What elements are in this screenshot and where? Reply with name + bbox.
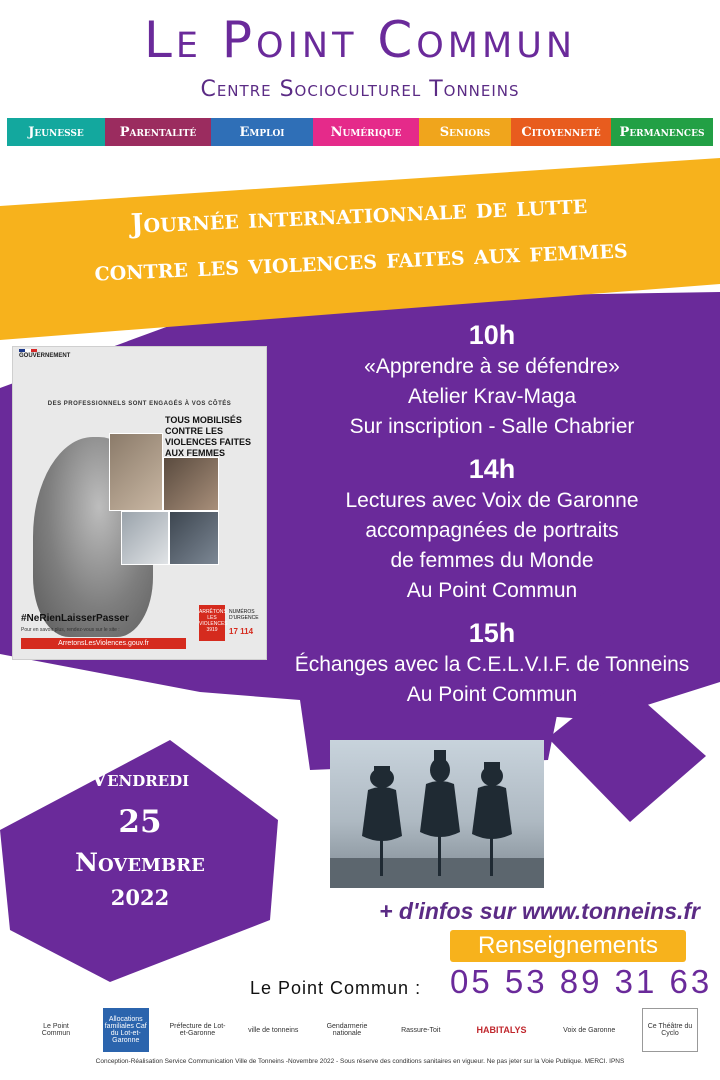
schedule-line: accompagnées de portraits: [365, 519, 619, 542]
page-subtitle: Centre Socioculturel Tonneins: [200, 77, 520, 102]
statues-photo: [330, 740, 544, 888]
date-day: Vendredi: [90, 766, 190, 791]
campaign-poster: [12, 346, 267, 660]
schedule-gap: [262, 606, 720, 616]
category-0: Jeunesse: [7, 118, 105, 146]
page-title: Le Point Commun: [144, 11, 576, 69]
partner-logo-2: Préfecture de Lot-et-Garonne: [169, 1023, 226, 1037]
poster-mobilised-text: TOUS MOBILISÉS CONTRE LES VIOLENCES FAITES AUX FEMMES: [165, 415, 252, 458]
event-date: [40, 762, 240, 918]
poster-portrait-3: [121, 511, 169, 565]
category-5: Citoyenneté: [511, 118, 611, 146]
renseignements-label: Renseignements: [450, 930, 686, 962]
category-4: Seniors: [419, 118, 511, 146]
poster-link: ArretonsLesViolences.gouv.fr: [21, 638, 186, 649]
banner-line-1: Journée internationnale de lutte: [130, 189, 588, 240]
statue-figures-image: [330, 740, 544, 888]
schedule-line: de femmes du Monde: [390, 549, 594, 572]
schedule-line: Lectures avec Voix de Garonne: [345, 489, 639, 512]
poster-portrait-4: [169, 511, 219, 565]
poster-emergency-numbers: 17 114: [229, 627, 254, 636]
contact-label: Le Point Commun :: [250, 978, 422, 998]
partner-logo-1: Allocations familiales Caf du Lot-et-Garonne: [103, 1008, 149, 1052]
schedule-time-2: 15h: [468, 618, 516, 648]
poster-portrait-1: [109, 433, 163, 511]
category-3: Numérique: [313, 118, 419, 146]
schedule-line: Sur inscription - Salle Chabrier: [349, 415, 635, 438]
schedule-gap: [262, 442, 720, 452]
partner-logo-8: Ce Théâtre du Cyclo: [642, 1008, 698, 1052]
more-info-link: + d'infos sur www.tonneins.fr: [379, 898, 700, 924]
footer-credits: Conception-Réalisation Service Communication Ville de Tonneins -Novembre 2022 - Sous réserve des conditions sanitaires en vigueur. Ne pas jeter sur la Voie Publique. MERCI. IPNS: [95, 1058, 625, 1065]
schedule-line: Échanges avec la C.E.L.V.I.F. de Tonneins: [294, 653, 690, 676]
poster-urgence-label: NUMÉROS D'URGENCE: [229, 609, 259, 621]
contact-phone: 05 53 89 31 63: [450, 963, 713, 1000]
category-1: Parentalité: [105, 118, 211, 146]
schedule-line: «Apprendre à se défendre»: [364, 355, 620, 378]
date-number: 25: [118, 804, 162, 840]
partner-logo-3: ville de tonneins: [248, 1026, 299, 1034]
poster-hashtag: #NeRienLaisserPasser: [21, 613, 129, 624]
banner-line-2: contre les violences faites aux femmes: [93, 233, 629, 288]
partner-logo-6: HABITALYS: [476, 1025, 527, 1035]
schedule-time-0: 10h: [468, 320, 516, 350]
category-6: Permanences: [611, 118, 713, 146]
poster-portrait-2: [163, 457, 219, 511]
category-2: Emploi: [211, 118, 313, 146]
partner-logo-7: Voix de Garonne: [563, 1026, 616, 1034]
date-month: Novembre: [75, 848, 205, 877]
partner-logo-0: Le Point Commun: [41, 1023, 71, 1037]
poster-info-text: Pour en savoir plus, rendez-vous sur le site :: [21, 627, 120, 633]
date-year: 2022: [110, 885, 170, 910]
poster-pros-text: DES PROFESSIONNELS SONT ENGAGÉS À VOS CÔTÉS: [47, 401, 232, 407]
poster-gov-label: GOUVERNEMENT: [19, 353, 71, 359]
schedule-time-1: 14h: [468, 454, 516, 484]
partner-logos: [28, 1004, 698, 1056]
schedule-line: Atelier Krav-Maga: [407, 385, 577, 408]
partner-logo-5: Rassure-Toit: [401, 1026, 441, 1034]
schedule-line: Au Point Commun: [406, 579, 578, 602]
partner-logo-4: Gendarmerie nationale: [326, 1023, 368, 1037]
schedule-line: Au Point Commun: [406, 683, 578, 706]
event-schedule: [262, 318, 720, 710]
french-flag-icon: [19, 349, 37, 352]
poster-stop-badge: ARRÊTONS LES VIOLENCES 3919: [199, 605, 225, 641]
category-bar: [0, 118, 720, 146]
